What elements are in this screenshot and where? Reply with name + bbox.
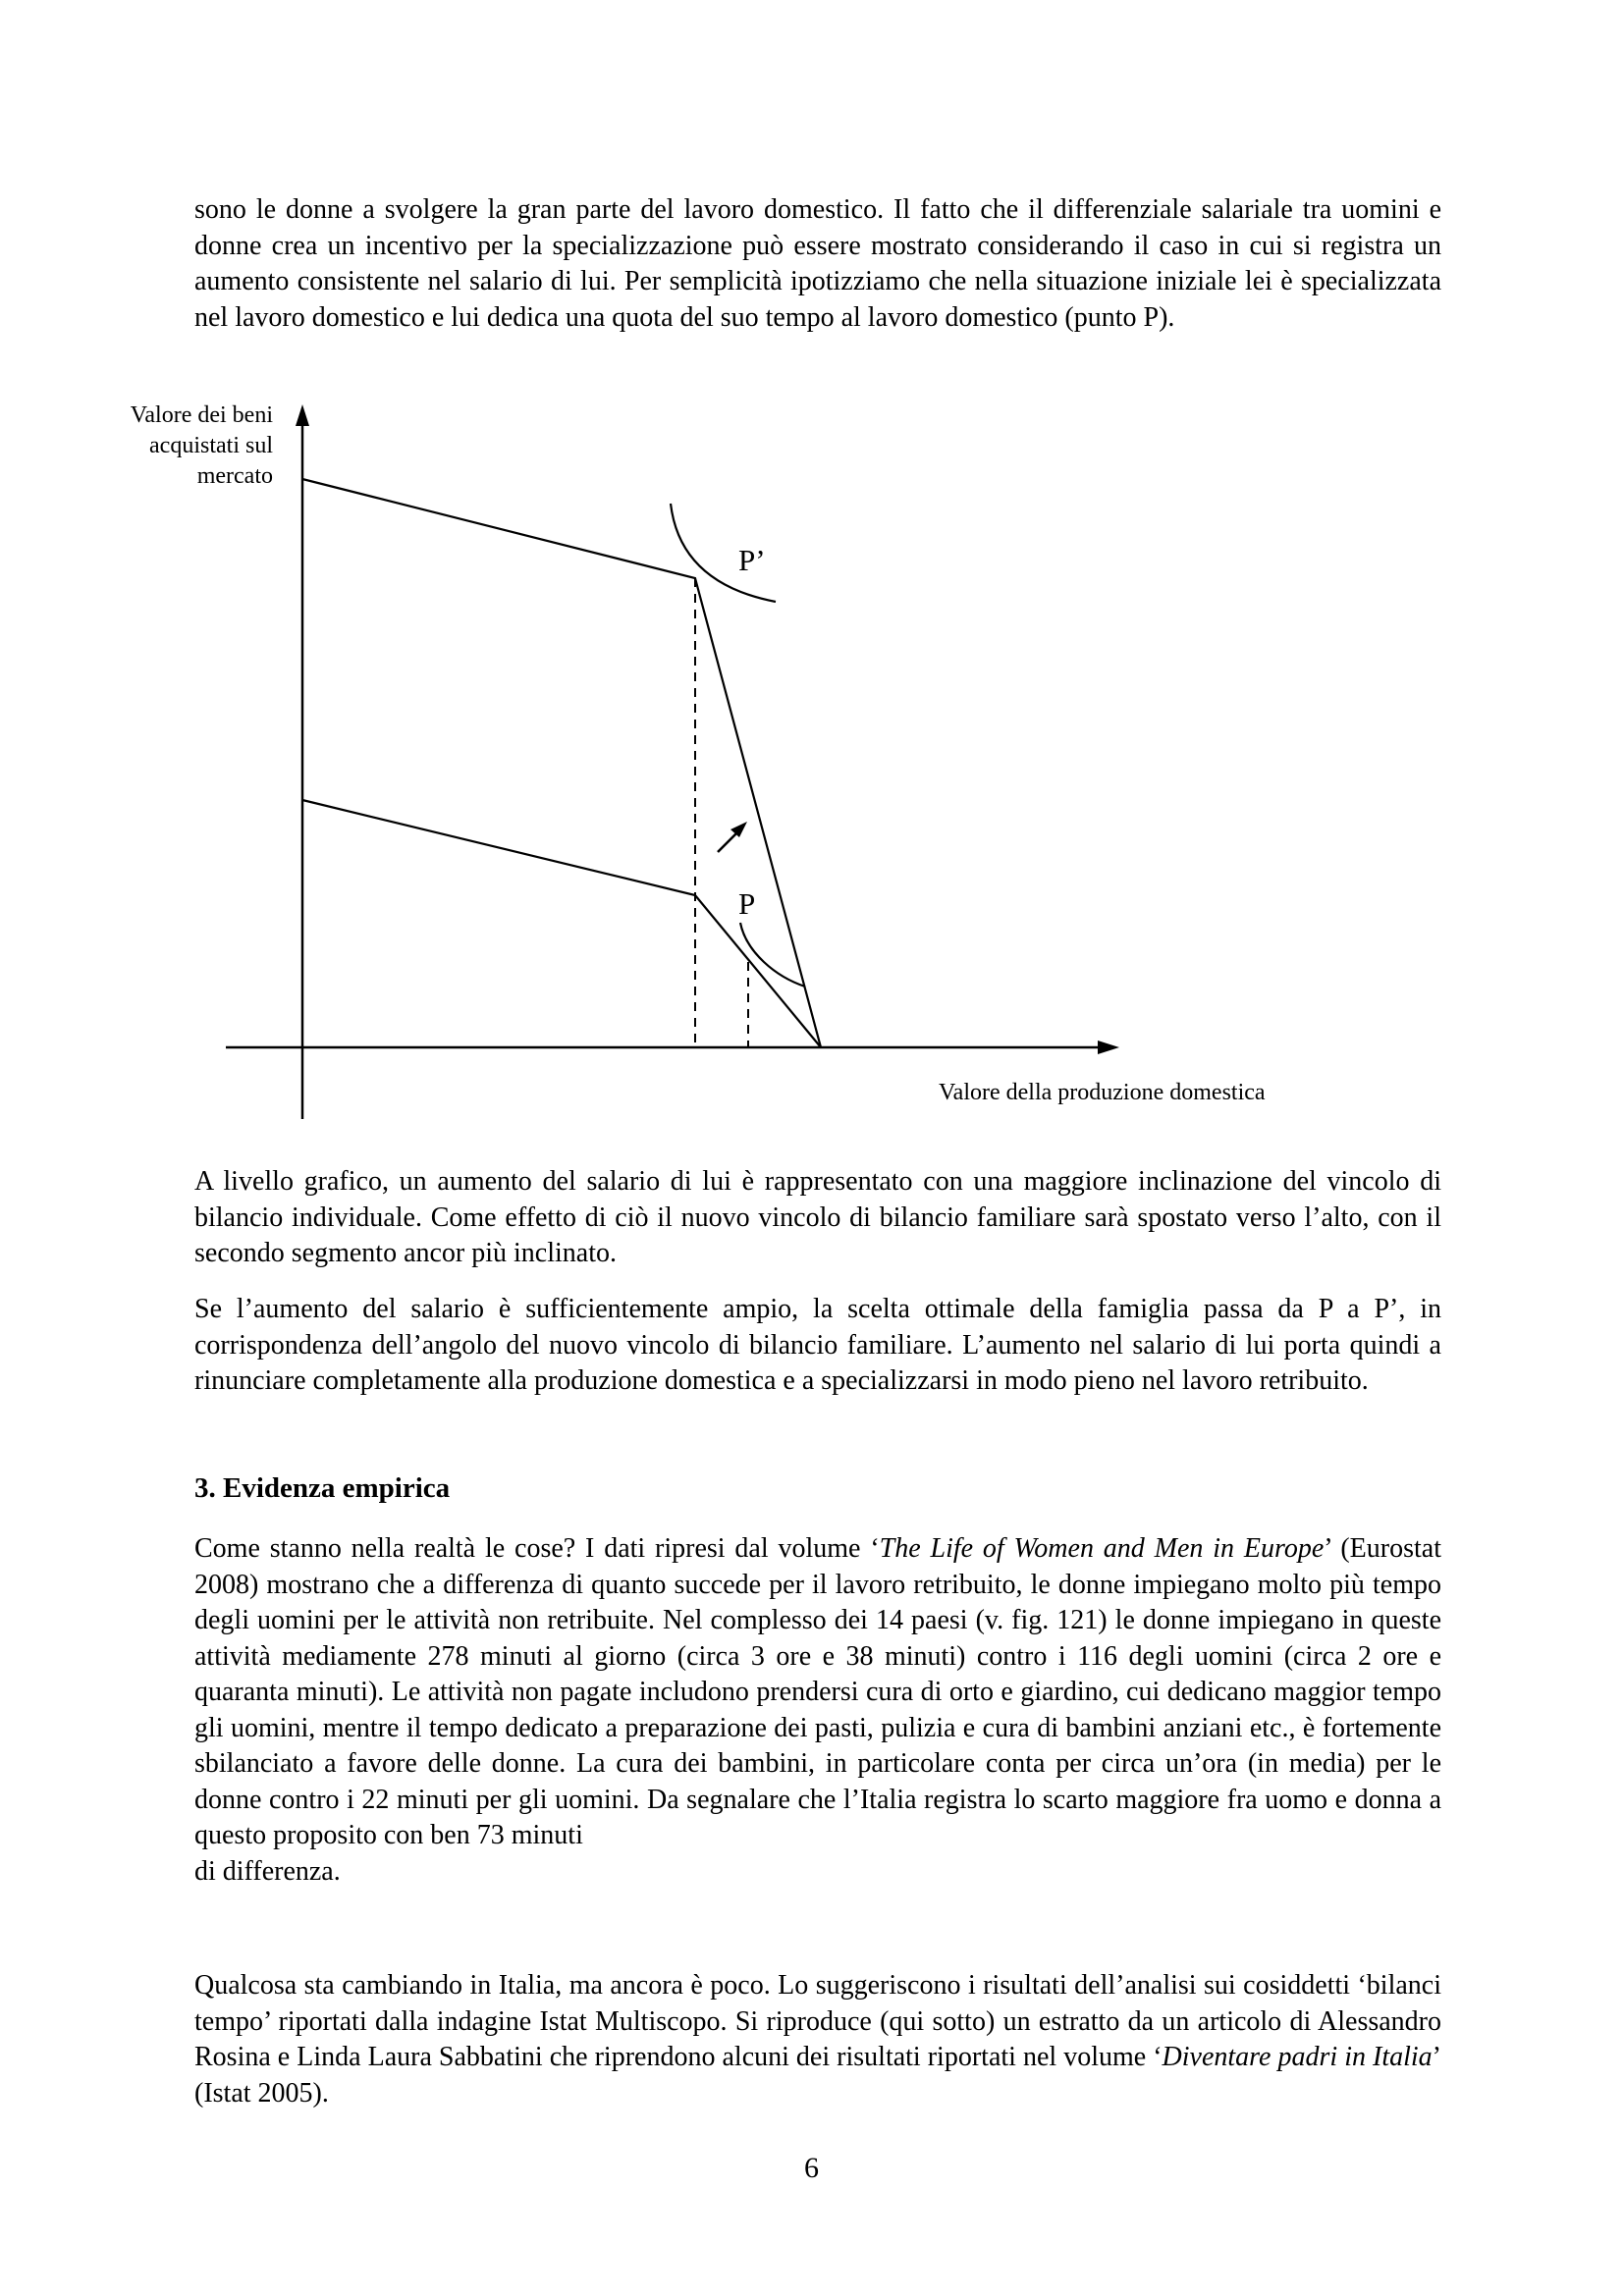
final-paragraph bbox=[194, 1968, 1441, 2111]
y-axis-label-line-3: mercato bbox=[196, 463, 273, 489]
page-number: 6 bbox=[804, 2152, 819, 2184]
evidence-text-part-1: Come stanno nella realtà le cose? I dati ripresi dal volume ‘ bbox=[194, 1533, 880, 1564]
final-text-part-1: Qualcosa sta cambiando in Italia, ma ancora è poco. Lo suggeriscono i risultati dell’analisi sui cosiddetti ‘bilanci tempo’ riportati dalla indagine Istat Multiscopo. Si riproduce (qui sotto) un estratto da un articolo di Alessandro Rosina e Linda Laura Sabbatini che riprendono alcuni dei risultati riportati nel volume ‘ bbox=[194, 1970, 1441, 2072]
x-axis-label: Valore della produzione domestica bbox=[939, 1080, 1266, 1105]
book-title-eurostat: The Life of Women and Men in Europe bbox=[879, 1533, 1325, 1564]
y-axis-label-line-1: Valore dei beni bbox=[130, 402, 273, 428]
intro-paragraph: sono le donne a svolgere la gran parte del lavoro domestico. Il fatto che il differenziale salariale tra uomini e donne crea un incentivo per la specializzazione può essere mostrato considerando il caso in cui si registra un aumento consistente nel salario di lui. Per semplicità ipotizziamo che nella situazione iniziale lei è specializzata nel lavoro domestico e lui dedica una quota del suo tempo al lavoro domestico (punto P). bbox=[194, 194, 1441, 333]
paragraph-after-figure-2: Se l’aumento del salario è sufficientemente ampio, la scelta ottimale della famiglia passa da P a P’, in corrispondenza dell’angolo del nuovo vincolo di bilancio familiare. L’aumento nel salario di lui porta quindi a rinunciare completamente alla produzione domestica e a specializzarsi in modo pieno nel lavoro retribuito. bbox=[194, 1294, 1441, 1396]
book-title-istat: Diventare padri in Italia bbox=[1162, 2042, 1433, 2072]
final-text-part-2: ’ (Istat 2005). bbox=[194, 2042, 1441, 2109]
paragraph-after-figure-1: A livello grafico, un aumento del salario di lui è rappresentato con una maggiore inclinazione del vincolo di bilancio individuale. Come effetto di ciò il nuovo vincolo di bilancio familiare sarà spostato verso l’alto, con il secondo segmento ancor più inclinato. bbox=[194, 1166, 1441, 1268]
y-axis-label-line-2: acquistati sul bbox=[149, 433, 273, 458]
initial-budget-constraint bbox=[302, 800, 821, 1047]
point-p-prime-label: P’ bbox=[738, 543, 766, 577]
evidence-text-part-2: ’ (Eurostat 2008) mostrano che a differenza di quanto succede per il lavoro retribuito, le donne impiegano molto più tempo degli uomini per le attività non retribuite. Nel complesso dei 14 paesi (v. fig. 121) le donne impiegano in queste attività mediamente 278 minuti al giorno (circa 3 ore e 38 minuti) contro i 116 degli uomini (circa 2 ore e quaranta minuti). Le attività non pagate includono prendersi cura di orto e giardino, cui dedicano maggior tempo gli uomini, mentre il tempo dedicato a preparazione dei pasti, pulizia e cura di bambini anziani etc., è fortemente sbilanciato a favore delle donne. La cura dei bambini, in particolare conta per circa un’ora (in media) per le donne contro i 22 minuti per gli uomini. Da segnalare che l’Italia registra lo scarto maggiore fra uomo e donna a questo proposito con ben 73 minuti bbox=[194, 1533, 1441, 1850]
y-axis-arrowhead bbox=[296, 404, 309, 426]
shift-arrowhead bbox=[730, 822, 747, 837]
x-axis-arrowhead bbox=[1098, 1041, 1119, 1054]
section-heading: 3. Evidenza empirica bbox=[194, 1472, 451, 1504]
point-p-label: P bbox=[738, 886, 756, 921]
evidence-text-last-line: di differenza. bbox=[194, 1855, 341, 1887]
evidence-paragraph bbox=[194, 1531, 1441, 1890]
